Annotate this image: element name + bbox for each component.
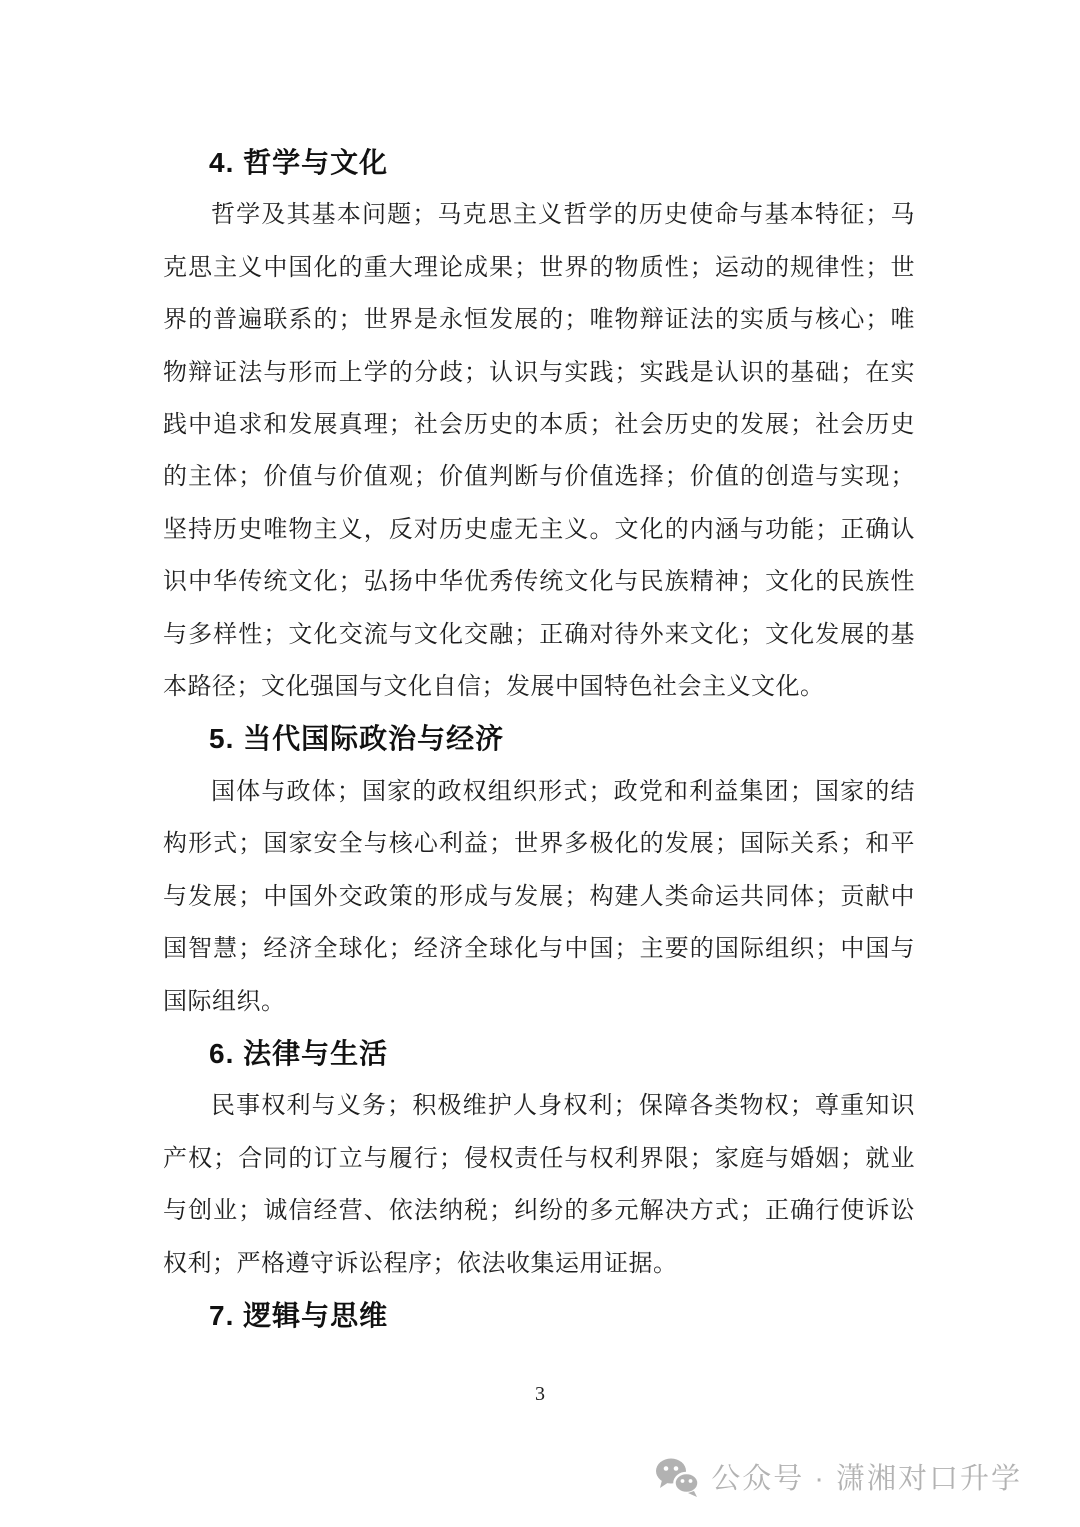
body-line: 克思主义中国化的重大理论成果；世界的物质性；运动的规律性；世	[163, 254, 915, 281]
body-line: 物辩证法与形而上学的分歧；认识与实践；实践是认识的基础；在实	[163, 359, 915, 386]
wechat-icon	[655, 1457, 699, 1497]
body-line: 与多样性；文化交流与文化交融；正确对待外来文化；文化发展的基	[163, 621, 915, 648]
body-line: 界的普遍联系的；世界是永恒发展的；唯物辩证法的实质与核心；唯	[163, 307, 915, 334]
page-number: 3	[535, 1383, 545, 1405]
body-line: 与发展；中国外交政策的形成与发展；构建人类命运共同体；贡献中	[163, 883, 915, 910]
body-line: 哲学及其基本问题；马克思主义哲学的历史使命与基本特征；马	[211, 202, 915, 229]
section-heading-law-life: 6. 法律与生活	[209, 1037, 389, 1069]
body-line: 的主体；价值与价值观；价值判断与价值选择；价值的创造与实现；	[163, 464, 915, 491]
body-line: 权利；严格遵守诉讼程序；依法收集运用证据。	[163, 1250, 678, 1277]
body-line: 国智慧；经济全球化；经济全球化与中国；主要的国际组织；中国与	[163, 936, 915, 963]
body-line: 坚持历史唯物主义，反对历史虚无主义。文化的内涵与功能；正确认	[163, 516, 915, 543]
body-line: 国际组织。	[163, 988, 286, 1015]
section-heading-philosophy-culture: 4. 哲学与文化	[209, 147, 389, 178]
watermark	[655, 1456, 1022, 1497]
body-line: 与创业；诚信经营、依法纳税；纠纷的多元解决方式；正确行使诉讼	[163, 1198, 915, 1225]
body-line: 践中追求和发展真理；社会历史的本质；社会历史的发展；社会历史	[163, 412, 915, 439]
body-line: 本路径；文化强国与文化自信；发展中国特色社会主义文化。	[163, 674, 825, 701]
watermark-text: 公众号 · 潇湘对口升学	[711, 1463, 1022, 1495]
section-heading-international-politics-economy: 5. 当代国际政治与经济	[209, 723, 505, 755]
body-line: 民事权利与义务；积极维护人身权利；保障各类物权；尊重知识	[211, 1093, 915, 1120]
document-content	[163, 137, 915, 1342]
body-line: 识中华传统文化；弘扬中华优秀传统文化与民族精神；文化的民族性	[163, 569, 915, 596]
body-line: 产权；合同的订立与履行；侵权责任与权利界限；家庭与婚姻；就业	[163, 1145, 915, 1172]
body-line: 国体与政体；国家的政权组织形式；政党和利益集团；国家的结	[211, 778, 915, 805]
section-heading-logic-thinking: 7. 逻辑与思维	[209, 1299, 389, 1331]
body-line: 构形式；国家安全与核心利益；世界多极化的发展；国际关系；和平	[163, 831, 915, 858]
